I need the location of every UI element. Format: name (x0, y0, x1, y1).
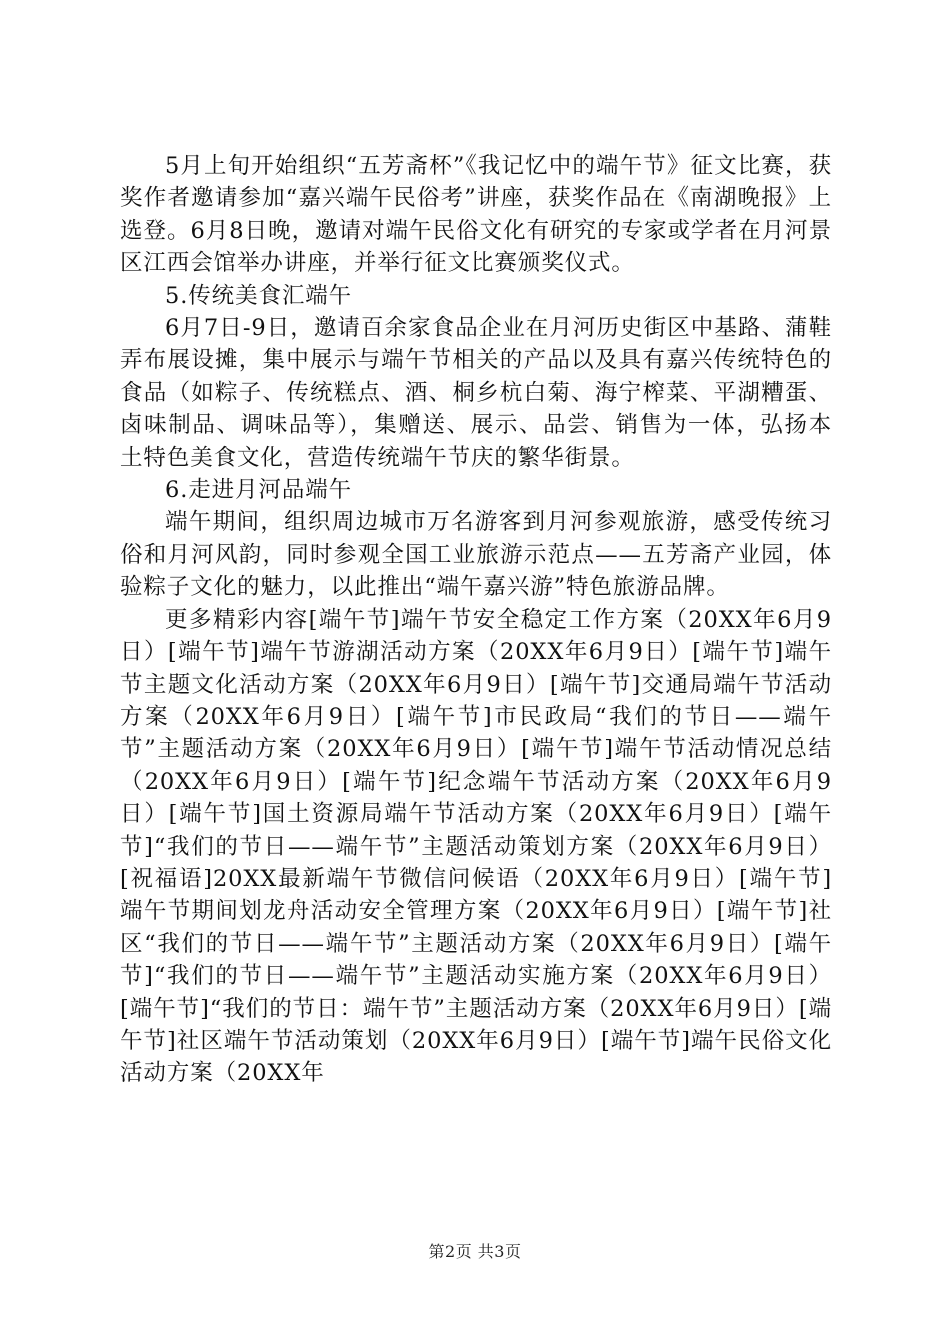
paragraph-more-content: 更多精彩内容[端午节]端午节安全稳定工作方案（20XX年6月9日）[端午节]端午节游湖活动方案（20XX年6月9日）[端午节]端午节主题文化活动方案（20XX年6月9日）[端午节]交通局端午节活动方案（20XX年6月9日）[端午节]市民政局“我们的节日——端午节”主题活动方案（20XX年6月9日）[端午节]端午节活动情况总结（20XX年6月9日）[端午节]纪念端午节活动方案（20XX年6月9日）[端午节]国土资源局端午节活动方案（20XX年6月9日）[端午节]“我们的节日——端午节”主题活动策划方案（20XX年6月9日）[祝福语]20XX最新端午节微信问候语（20XX年6月9日）[端午节]端午节期间划龙舟活动安全管理方案（20XX年6月9日）[端午节]社区“我们的节日——端午节”主题活动方案（20XX年6月9日）[端午节]“我们的节日——端午节”主题活动实施方案（20XX年6月9日）[端午节]“我们的节日：端午节”主题活动方案（20XX年6月9日）[端午节]社区端午节活动策划（20XX年6月9日）[端午节]端午民俗文化活动方案（20XX年 (120, 606, 832, 1087)
paragraph-tourism: 端午期间，组织周边城市万名游客到月河参观旅游，感受传统习俗和月河风韵，同时参观全国工业旅游示范点——五芳斋产业园，体验粽子文化的魅力，以此推出“端午嘉兴游”特色旅游品牌。 (120, 509, 832, 601)
paragraph-essay-contest: 5月上旬开始组织“五芳斋杯”《我记忆中的端午节》征文比赛，获奖作者邀请参加“嘉兴端午民俗考”讲座，获奖作品在《南湖晚报》上选登。6月8日晚，邀请对端午民俗文化有研究的专家或学者在月河景区江西会馆举办讲座，并举行征文比赛颁奖仪式。 (120, 153, 832, 277)
paragraph-food-fair: 6月7日-9日，邀请百余家食品企业在月河历史街区中基路、蒲鞋弄布展设摊，集中展示与端午节相关的产品以及具有嘉兴传统特色的食品（如粽子、传统糕点、酒、桐乡杭白菊、海宁榨菜、平湖糟蛋、卤味制品、调味品等），集赠送、展示、品尝、销售为一体，弘扬本土特色美食文化，营造传统端午节庆的繁华街景。 (120, 315, 832, 471)
section-heading-traditional-food: 5.传统美食汇端午 (165, 282, 353, 309)
section-heading-visit-yuehe: 6.走进月河品端午 (165, 477, 353, 504)
document-body (120, 150, 832, 1090)
page-number-footer: 第2页 共3页 (428, 1242, 522, 1261)
